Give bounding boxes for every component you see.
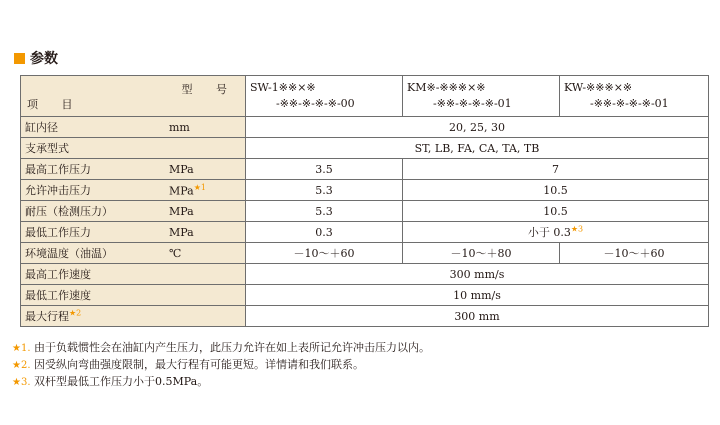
row-unit: MPa	[169, 162, 194, 176]
footnote-mark: ★1.	[12, 343, 31, 354]
model-km-line2: -※※-※-※-※-01	[433, 97, 512, 110]
footnote-text: 双杆型最低工作压力小于0.5MPa。	[34, 375, 209, 388]
table-row-min-pressure	[21, 222, 709, 243]
row-label	[21, 264, 246, 285]
type-label: 型 号	[181, 83, 237, 96]
max-speed-value: 300 mm/s	[246, 264, 709, 285]
model-km-line1: KM※-※※※×※	[407, 81, 486, 94]
temperature-kw: －10～＋60	[560, 243, 709, 264]
header-corner-cell	[21, 76, 246, 117]
row-label	[21, 285, 246, 306]
footnote-2	[12, 357, 430, 374]
section-title-text: 参数	[30, 51, 58, 67]
row-label-text: 最高工作压力	[25, 163, 91, 176]
max-stroke-value: 300 mm	[246, 306, 709, 327]
shock-pressure-sw: 5.3	[246, 180, 403, 201]
mount-value: ST, LB, FA, CA, TA, TB	[246, 138, 709, 159]
footnote-star: ★1	[193, 182, 206, 192]
proof-pressure-km-kw: 10.5	[403, 201, 709, 222]
row-label-text: 耐压（检测压力）	[25, 205, 113, 218]
model-sw-header	[246, 76, 403, 117]
footnote-3	[12, 374, 430, 391]
footnote-text: 因受纵向弯曲强度限制，最大行程有可能更短。详情请和我们联系。	[34, 358, 365, 371]
min-pressure-km-kw-text: 小于 0.3	[527, 226, 571, 239]
max-pressure-km-kw: 7	[403, 159, 709, 180]
row-unit: MPa	[169, 204, 194, 218]
item-label: 项 目	[27, 98, 83, 111]
model-kw-line2: -※※-※-※-※-01	[590, 97, 669, 110]
row-label	[21, 306, 246, 327]
footnote-star: ★2	[69, 308, 82, 318]
row-label-text: 环境温度（油温）	[25, 247, 113, 260]
row-label	[21, 138, 246, 159]
table-row-max-stroke	[21, 306, 709, 327]
table-row-shock-pressure	[21, 180, 709, 201]
row-label-text: 最大行程	[25, 310, 69, 323]
row-label	[21, 243, 246, 264]
spec-table	[20, 75, 709, 327]
row-unit-text: MPa	[169, 184, 194, 198]
table-row-temperature	[21, 243, 709, 264]
row-label	[21, 117, 246, 138]
model-km-header	[403, 76, 560, 117]
row-label-group	[25, 308, 81, 324]
footnote-1	[12, 340, 430, 357]
min-pressure-km-kw	[403, 222, 709, 243]
row-unit: MPa	[169, 225, 194, 239]
row-unit: ℃	[169, 246, 182, 260]
table-header-row	[21, 76, 709, 117]
model-sw-line1: SW-1※※×※	[250, 81, 316, 94]
row-label-text: 支承型式	[25, 142, 69, 155]
row-label	[21, 222, 246, 243]
footnote-star: ★3	[570, 224, 584, 234]
shock-pressure-km-kw: 10.5	[403, 180, 709, 201]
table-row-mount	[21, 138, 709, 159]
row-label	[21, 180, 246, 201]
table-row-max-speed	[21, 264, 709, 285]
row-unit	[169, 183, 241, 198]
table-row-min-speed	[21, 285, 709, 306]
row-label-text: 最低工作速度	[25, 289, 91, 302]
table-row-max-pressure	[21, 159, 709, 180]
footnote-text: 由于负载惯性会在油缸内产生压力，此压力允许在如上表所记允许冲击压力以内。	[34, 341, 431, 354]
temperature-sw: －10～＋60	[246, 243, 403, 264]
orange-square-icon	[14, 53, 25, 64]
footnote-mark: ★2.	[12, 360, 31, 371]
table-row-bore	[21, 117, 709, 138]
row-label-text: 最高工作速度	[25, 268, 91, 281]
row-label-text: 缸内径	[25, 121, 58, 134]
model-kw-header	[560, 76, 709, 117]
row-label-text: 允许冲击压力	[25, 184, 91, 197]
footnote-mark: ★3.	[12, 377, 31, 388]
model-kw-line1: KW-※※※×※	[564, 81, 633, 94]
row-label	[21, 201, 246, 222]
min-speed-value: 10 mm/s	[246, 285, 709, 306]
min-pressure-sw: 0.3	[246, 222, 403, 243]
row-label	[21, 159, 246, 180]
footnotes	[12, 340, 430, 391]
temperature-km: －10～＋80	[403, 243, 560, 264]
max-pressure-sw: 3.5	[246, 159, 403, 180]
model-sw-line2: -※※-※-※-※-00	[276, 97, 355, 110]
row-unit: mm	[169, 120, 190, 134]
bore-value: 20, 25, 30	[246, 117, 709, 138]
row-label-text: 最低工作压力	[25, 226, 91, 239]
section-title	[14, 48, 58, 68]
table-row-proof-pressure	[21, 201, 709, 222]
proof-pressure-sw: 5.3	[246, 201, 403, 222]
